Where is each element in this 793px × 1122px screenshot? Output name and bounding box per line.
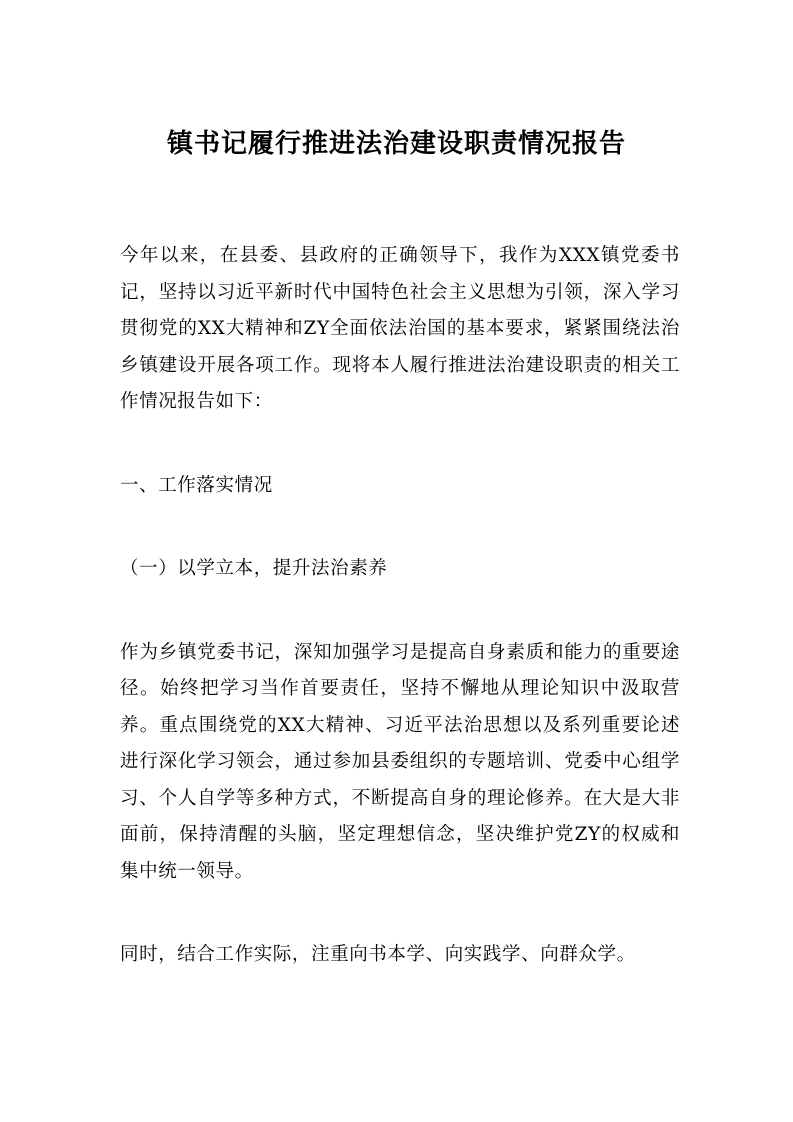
paragraph-gap: [120, 890, 680, 937]
body-paragraph: 同时，结合工作实际，注重向书本学、向实践学、向群众学。: [120, 944, 636, 965]
section-heading: 一、工作落实情况: [120, 474, 273, 496]
body-paragraph: 作为乡镇党委书记，深知加强学习是提高自身素质和能力的重要途径。始终把学习当作首要责任，坚持不懈地从理论知识中汲取营养。重点围绕党的XX大精神、习近平法治思想以及系列重要论述进行深化学习领会，通过参加县委组织的专题培训、党委中心组学习、个人自学等多种方式，不断提高自身的理论修养。在大是大非面前，保持清醒的头脑，坚定理想信念，坚决维护党ZY的权威和集中统一领导。: [120, 641, 680, 882]
subsection-heading: （一）以学立本，提升法治素养: [120, 558, 388, 579]
document-title: 镇书记履行推进法治建设职责情况报告: [166, 129, 626, 159]
intro-paragraph: 今年以来，在县委、县政府的正确领导下，我作为XXX镇党委书记，坚持以习近平新时代中国特色社会主义思想为引领，深入学习贯彻党的XX大精神和ZY全面依法治国的基本要求，紧紧围绕法治乡镇建设开展各项工作。现将本人履行推进法治建设职责的相关工作情况报告如下：: [120, 245, 680, 412]
paragraph-gap: [120, 504, 680, 551]
paragraph-gap: [120, 588, 680, 635]
paragraph-gap: [120, 421, 680, 468]
document-body: [120, 238, 680, 974]
